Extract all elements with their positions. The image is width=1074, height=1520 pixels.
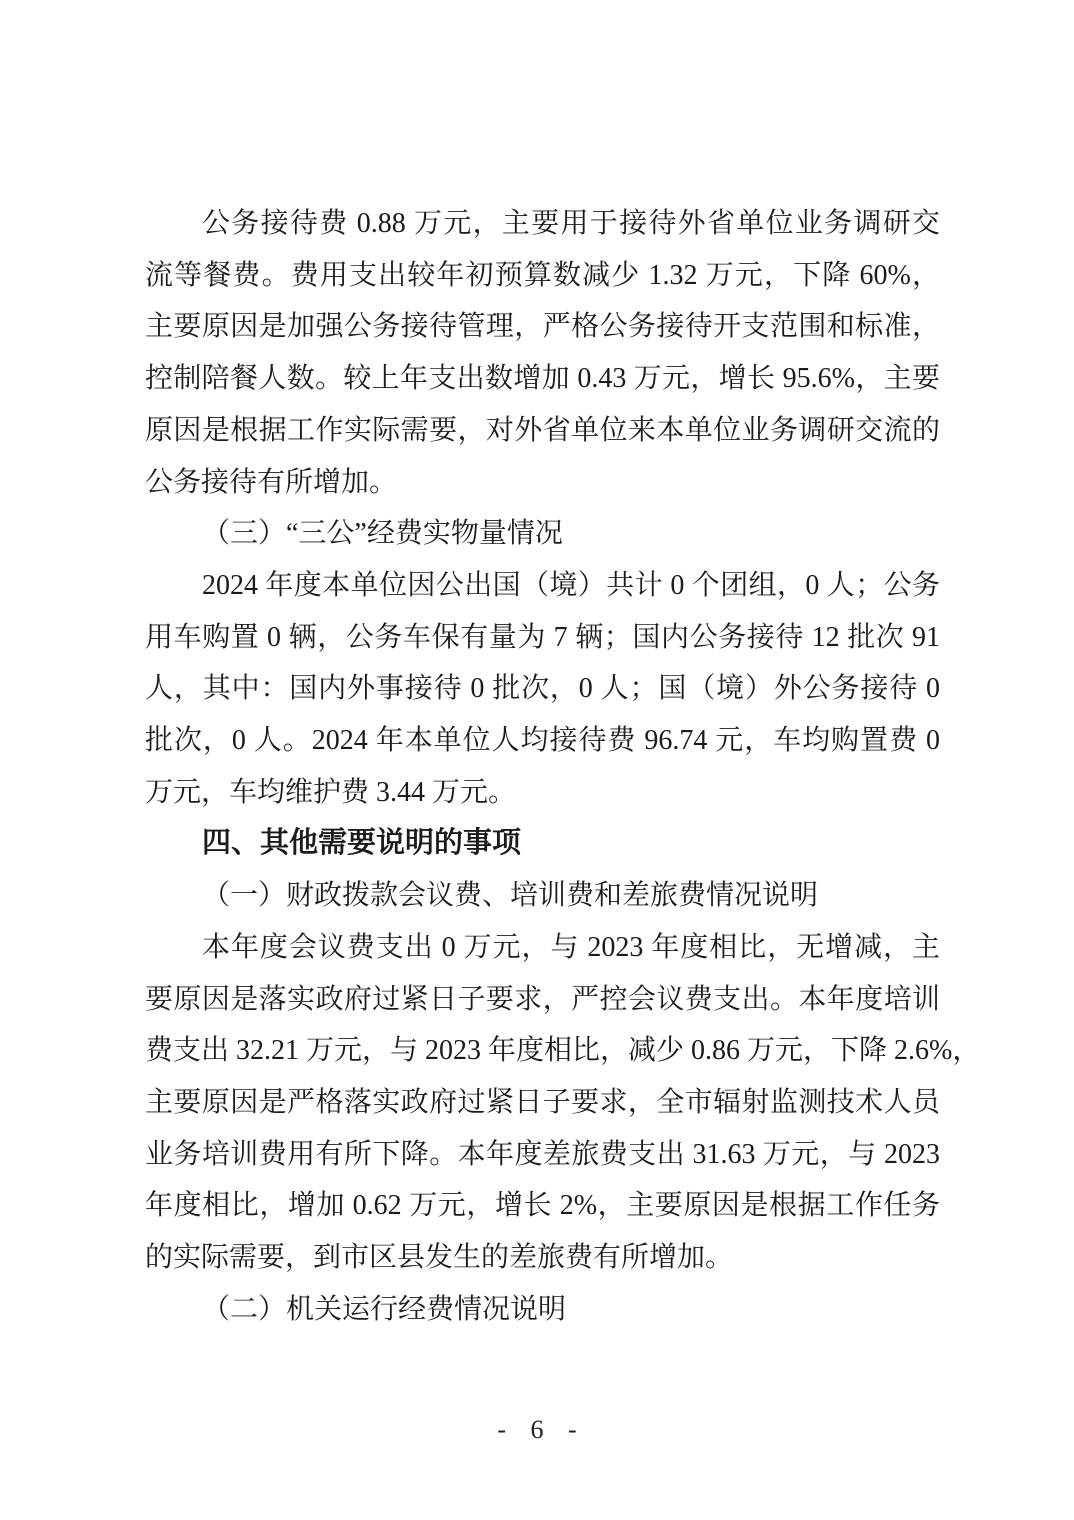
paragraph-line: 公务接待费 0.88 万元，主要用于接待外省单位业务调研交: [202, 208, 940, 239]
section-heading: 四、其他需要说明的事项: [202, 827, 522, 860]
paragraph-line: 万元，车均维护费 3.44 万元。: [145, 776, 517, 808]
paragraph-line: 主要原因是严格落实政府过紧日子要求，全市辐射监测技术人员: [145, 1086, 940, 1118]
paragraph-line: 人，其中：国内外事接待 0 批次，0 人；国（境）外公务接待 0: [145, 673, 940, 705]
subsection-heading: （三）“三公”经费实物量情况: [202, 518, 563, 550]
paragraph-line: 流等餐费。费用支出较年初预算数减少 1.32 万元，下降 60%，: [145, 259, 940, 291]
subsection-heading: （一）财政拨款会议费、培训费和差旅费情况说明: [202, 880, 819, 912]
paragraph-line: 要原因是落实政府过紧日子要求，严控会议费支出。本年度培训: [145, 983, 940, 1015]
paragraph-line: 年度相比，增加 0.62 万元，增长 2%，主要原因是根据工作任务: [145, 1190, 940, 1222]
page-number: - 6 -: [497, 1415, 577, 1444]
paragraph-line: 用车购置 0 辆，公务车保有量为 7 辆；国内公务接待 12 批次 91: [145, 621, 940, 653]
paragraph-line: 公务接待有所增加。: [145, 466, 398, 498]
paragraph-line: 本年度会议费支出 0 万元，与 2023 年度相比，无增减，主: [202, 931, 940, 963]
paragraph-line: 费支出 32.21 万元，与 2023 年度相比，减少 0.86 万元，下降 2.6%，: [145, 1035, 981, 1067]
paragraph-line: 主要原因是加强公务接待管理，严格公务接待开支范围和标准，: [145, 311, 940, 343]
paragraph-line: 业务培训费用有所下降。本年度差旅费支出 31.63 万元，与 2023: [145, 1138, 940, 1170]
subsection-heading: （二）机关运行经费情况说明: [202, 1293, 567, 1325]
document-body: [145, 198, 981, 1335]
paragraph-line: 控制陪餐人数。较上年支出数增加 0.43 万元，增长 95.6%，主要: [145, 363, 940, 395]
paragraph-line: 批次，0 人。2024 年本单位人均接待费 96.74 元，车均购置费 0: [145, 725, 940, 757]
paragraph-line: 2024 年度本单位因公出国（境）共计 0 个团组，0 人；公务: [202, 569, 940, 601]
paragraph-line: 的实际需要，到市区县发生的差旅费有所增加。: [145, 1242, 734, 1274]
paragraph-line: 原因是根据工作实际需要，对外省单位来本单位业务调研交流的: [145, 414, 940, 446]
